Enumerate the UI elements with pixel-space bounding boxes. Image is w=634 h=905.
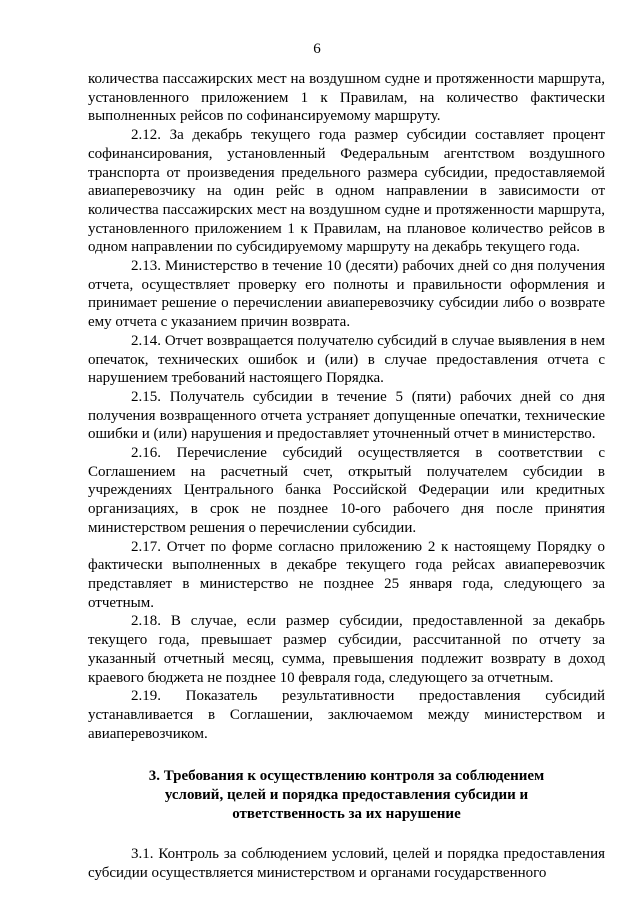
paragraph-3-1: 3.1. Контроль за соблюдением условий, целей и порядка предоставления субсидии осуществляется министерством и органами государственного — [88, 846, 605, 882]
section-heading-line: ответственность за их нарушение — [232, 805, 461, 822]
paragraph-2-13: 2.13. Министерство в течение 10 (десяти) рабочих дней со дня получения отчета, осуществляет проверку его полноты и правильности оформления и принимает решение о перечислении авиаперевозчику субсидии либо о возврате ему отчета с указанием причин возврата. — [88, 258, 605, 331]
section-heading-line: 3. Требования к осуществлению контроля за соблюдением — [148, 768, 545, 785]
paragraph-2-19: 2.19. Показатель результативности предоставления субсидий устанавливается в Соглашении, заключаемом между министерством и авиаперевозчиком. — [88, 688, 605, 742]
paragraph: количества пассажирских мест на воздушном судне и протяженности маршрута, установленного приложением 1 к Правилам, на количество фактически выполненных рейсов по софинансируемому маршруту. — [88, 71, 605, 125]
paragraph-2-12: 2.12. За декабрь текущего года размер субсидии составляет процент софинансирования, установленный Федеральным агентством воздушного транспорта от произведения предельного размера субсидии, предоставляемой авиаперевозчику на один рейс в одном направлении в зависимости от количества пассажирских мест на воздушном судне и протяженности маршрута, установленного приложением 1 к Правилам, на плановое количество рейсов в одном направлении по субсидируемому маршруту на декабрь текущего года. — [88, 127, 605, 256]
paragraph-2-16: 2.16. Перечисление субсидий осуществляется в соответствии с Соглашением на расчетный счет, открытый получателем субсидии в учреждениях Центрального банка Российской Федерации или кредитных организациях, в срок не позднее 10-ого рабочего дня после принятия министерством решения о перечислении субсидии. — [88, 445, 605, 536]
document-body — [88, 70, 605, 883]
page-number: 6 — [313, 41, 321, 57]
paragraph-2-17: 2.17. Отчет по форме согласно приложению 2 к настоящему Порядку о фактически выполненных в декабре текущего года рейсах авиаперевозчик представляет в министерство не позднее 25 января года, следующего за отчетным. — [88, 538, 605, 611]
paragraph-2-15: 2.15. Получатель субсидии в течение 5 (пяти) рабочих дней со дня получения возвращенного отчета устраняет допущенные опечатки, технические ошибки и (или) нарушения и предоставляет уточненный отчет в министерство. — [88, 388, 605, 443]
paragraph-2-14: 2.14. Отчет возвращается получателю субсидий в случае выявления в нем опечаток, технических ошибок и (или) в случае предоставления отчета с нарушением требований настоящего Порядка. — [88, 332, 605, 387]
paragraph-2-18: 2.18. В случае, если размер субсидии, предоставленной за декабрь текущего года, превышает размер субсидии, рассчитанной по отчету за указанный отчетный месяц, сумма, превышения подлежит возврату в доход краевого бюджета не позднее 10 февраля года, следующего за отчетным. — [88, 613, 605, 686]
section-heading-line: условий, целей и порядка предоставления субсидии и — [164, 787, 529, 804]
section-heading — [88, 767, 605, 823]
